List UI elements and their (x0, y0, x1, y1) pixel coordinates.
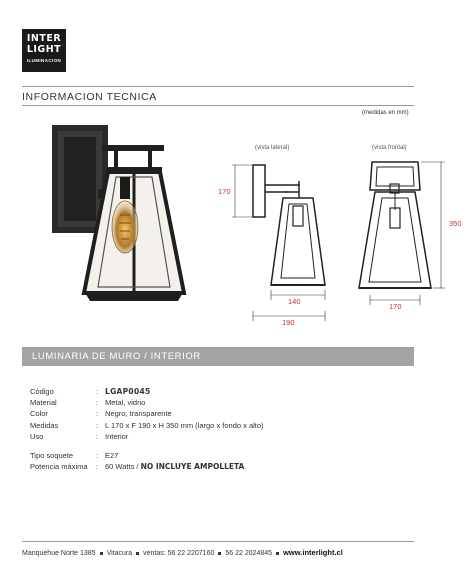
spec-colon: : (96, 398, 99, 408)
spec-row-use (30, 431, 410, 442)
spec-key: Material (30, 398, 57, 408)
spec-colon: : (96, 451, 99, 461)
power-note: NO INCLUYE AMPOLLETA (140, 462, 245, 472)
spec-colon: : (96, 462, 99, 472)
dim-depth-inner: 140 (288, 297, 301, 306)
spec-table (30, 386, 410, 472)
spec-key: Potencia máxima (30, 462, 88, 472)
dim-height-side: 170 (218, 187, 231, 196)
footer-separator (276, 552, 279, 555)
footer (22, 548, 422, 557)
brand-line1: INTER (26, 33, 62, 44)
spec-row-socket (30, 450, 410, 461)
footer-city: Vitacura (106, 550, 133, 557)
spec-value: E27 (105, 451, 119, 461)
spec-key: Medidas (30, 420, 59, 430)
spec-value: Metal, vidrio (105, 398, 146, 408)
header-bottom-rule (22, 105, 414, 106)
spec-value: Interior (105, 431, 129, 441)
technical-drawings (215, 140, 465, 335)
footer-separator (136, 552, 139, 555)
spec-row-power (30, 461, 410, 472)
spec-colon: : (96, 431, 99, 441)
footer-address: Manquehue Norte 1385 (22, 550, 96, 557)
side-view-label: (vista lateral) (255, 145, 290, 151)
spec-value-code: LGAP0045 (105, 387, 151, 396)
footer-sales: ventas: 56 22 2207160 (143, 550, 215, 557)
front-view-label: (vista frontal) (372, 145, 407, 151)
section-title: INFORMACION TECNICA (22, 91, 157, 103)
brand-logo (22, 29, 66, 72)
spec-key: Uso (30, 431, 44, 441)
spec-row-code (30, 386, 410, 397)
power-value: 60 Watts / (105, 462, 141, 472)
footer-rule (22, 541, 414, 542)
footer-phone: 56 22 2024845 (225, 550, 273, 557)
footer-website-link[interactable]: www.interlight.cl (283, 548, 343, 557)
spec-value: Negro, transparente (105, 409, 172, 419)
footer-separator (218, 552, 221, 555)
spec-value-power (105, 461, 410, 472)
spec-row-color (30, 408, 410, 419)
units-note: (medidas en mm) (362, 110, 409, 116)
dim-depth-total: 190 (282, 318, 295, 327)
category-band (22, 347, 414, 366)
header-top-rule (22, 86, 414, 87)
spec-colon: : (96, 409, 99, 419)
spec-row-material (30, 397, 410, 408)
dim-height-total: 350 (449, 219, 462, 228)
product-photo (38, 115, 198, 330)
category-title: LUMINARIA DE MURO / INTERIOR (32, 351, 201, 362)
spec-key: Color (30, 409, 48, 419)
spec-key: Tipo soquete (30, 451, 74, 461)
spec-value: L 170 x F 190 x H 350 mm (largo x fondo x alto) (105, 420, 264, 430)
spec-colon: : (96, 420, 99, 430)
spec-row-dimensions (30, 420, 410, 431)
footer-separator (100, 552, 103, 555)
spec-colon: : (96, 387, 99, 396)
dim-width-front: 170 (389, 302, 402, 311)
brand-line2: LIGHT (26, 44, 62, 55)
brand-tagline: ILUMINACION (26, 58, 62, 63)
spec-key: Código (30, 387, 54, 396)
